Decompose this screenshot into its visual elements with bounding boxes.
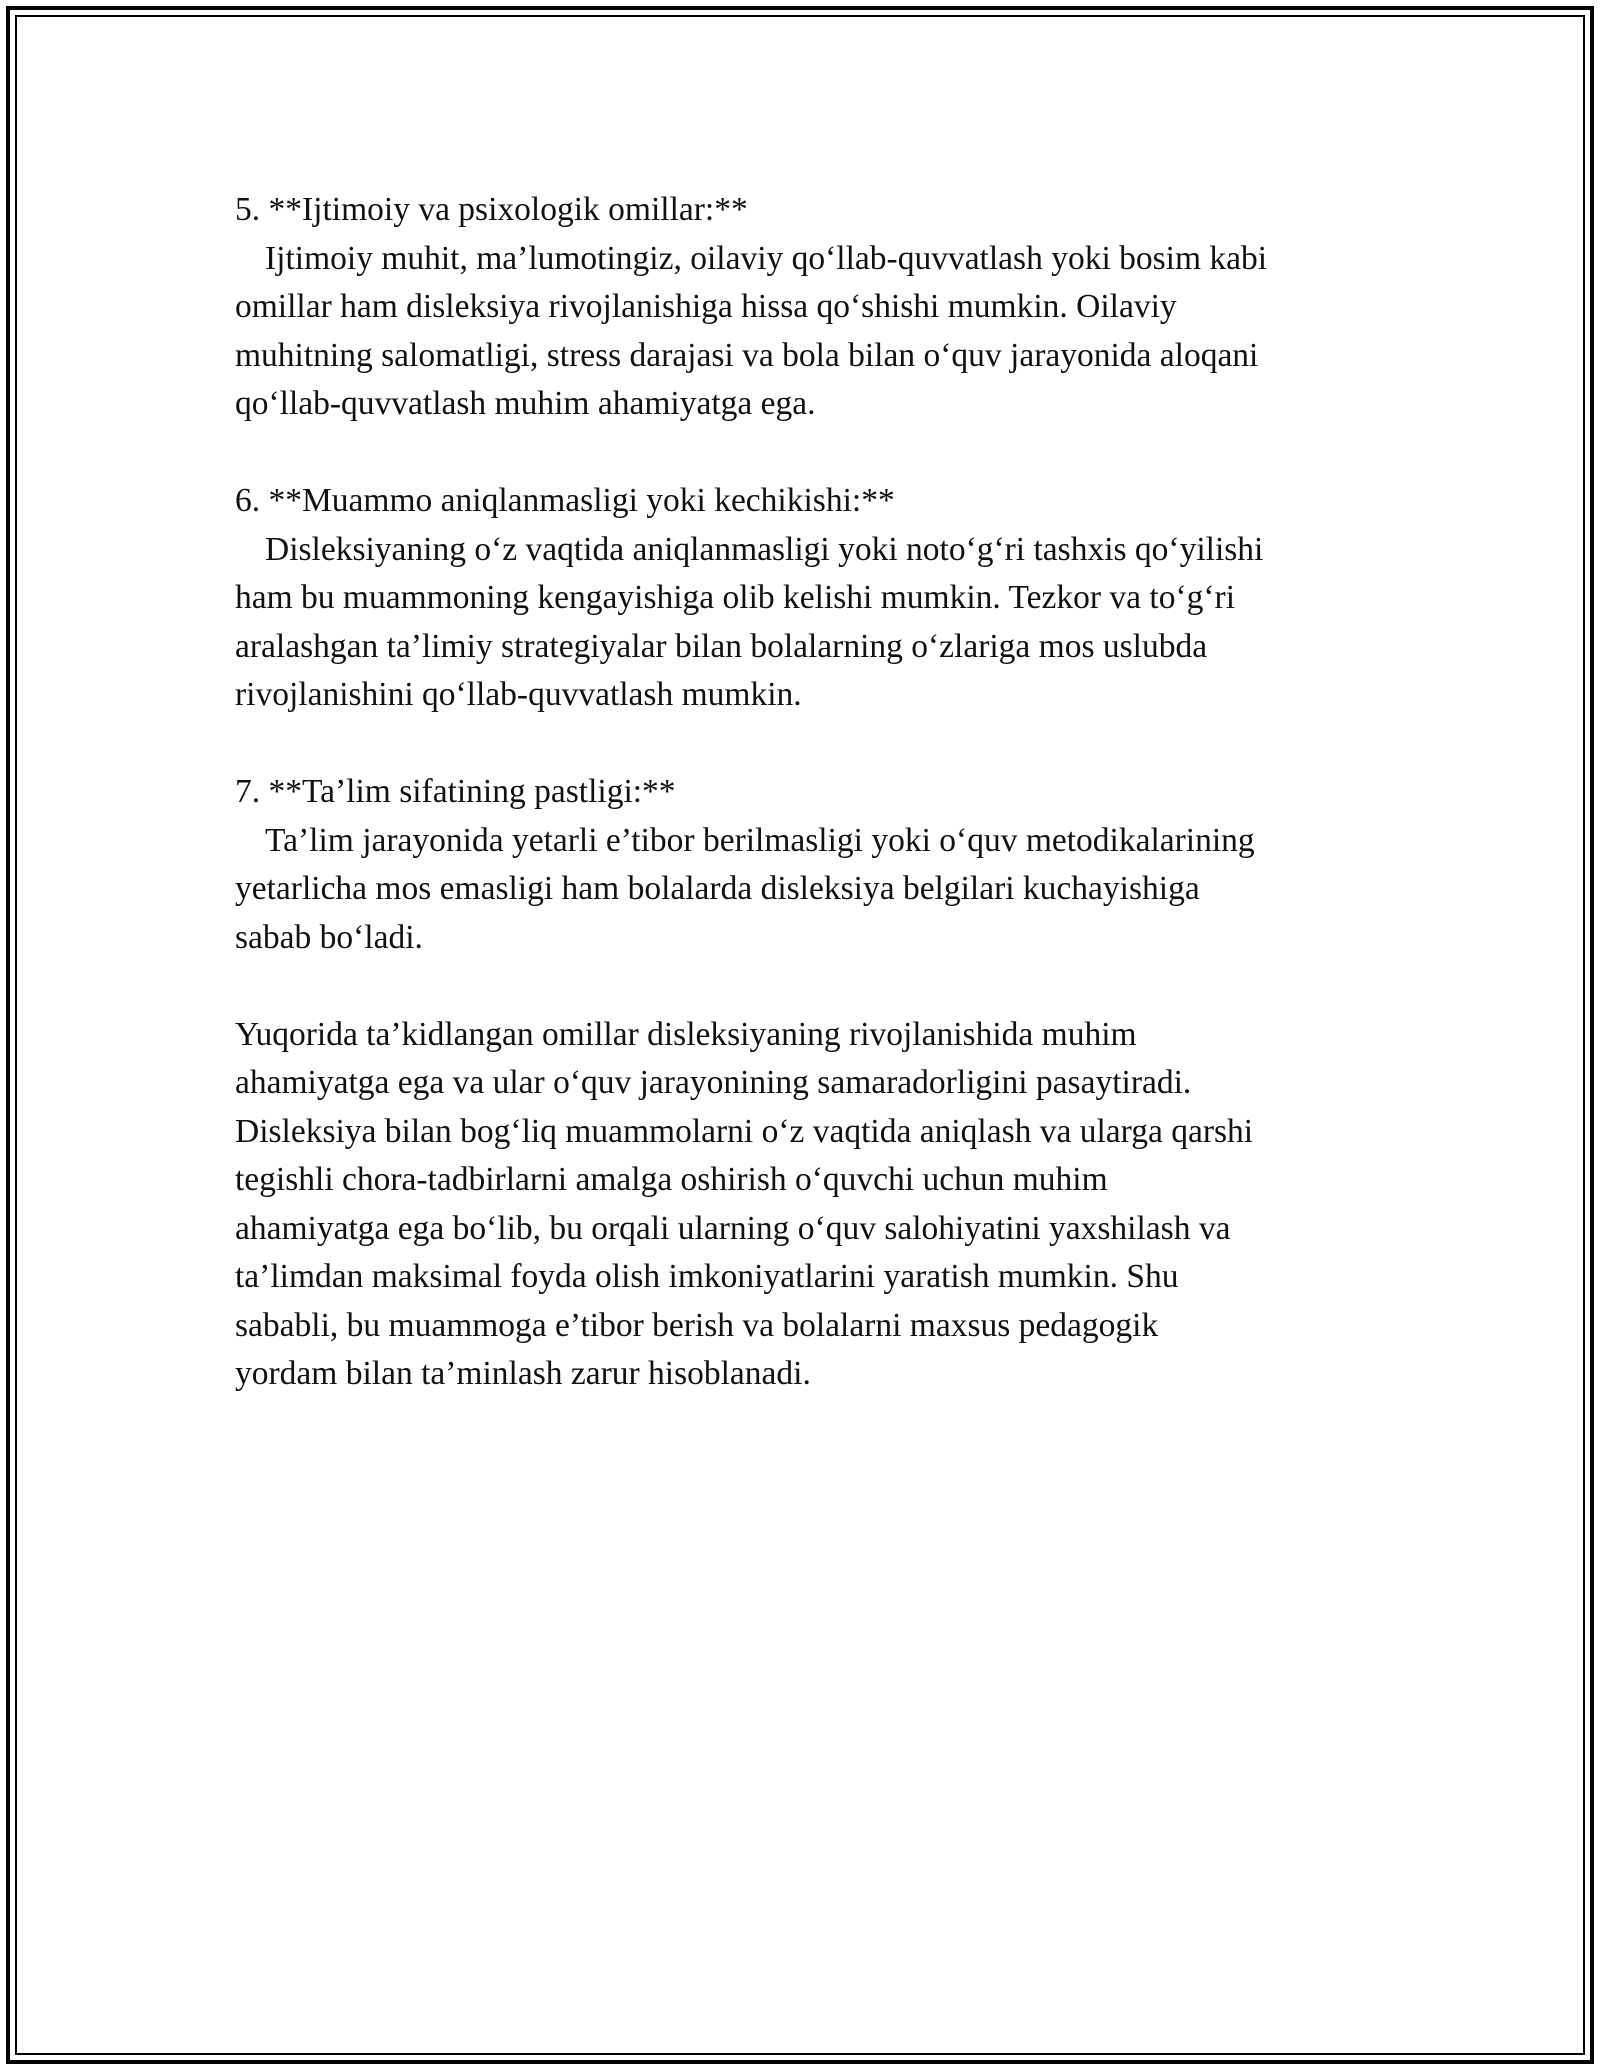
paragraph-line: tegishli chora-tadbirlarni amalga oshirish o‘quvchi uchun muhim xyxy=(235,1161,1108,1198)
section-heading: 7. **Ta’lim sifatining pastligi:** xyxy=(235,773,676,810)
paragraph-line: Ta’lim jarayonida yetarli e’tibor berilmasligi yoki o‘quv metodikalarining xyxy=(265,821,1255,859)
paragraph-line: ta’limdan maksimal foyda olish imkoniyatlarini yaratish mumkin. Shu xyxy=(235,1258,1179,1295)
section-heading: 5. **Ijtimoiy va psixologik omillar:** xyxy=(235,191,748,228)
paragraph-line: ahamiyatga ega bo‘lib, bu orqali ularning o‘quv salohiyatini yaxshilash va xyxy=(235,1209,1231,1247)
paragraph-line: Disleksiya bilan bog‘liq muammolarni o‘z vaqtida aniqlash va ularga qarshi xyxy=(235,1112,1254,1150)
paragraph-line: sababli, bu muammoga e’tibor berish va bolalarni maxsus pedagogik xyxy=(235,1306,1159,1344)
paragraph-line: ham bu muammoning kengayishiga olib kelishi mumkin. Tezkor va to‘g‘ri xyxy=(235,579,1236,616)
section-7 xyxy=(235,768,1385,962)
paragraph-line: rivojlanishini qo‘llab-quvvatlash mumkin. xyxy=(235,676,802,713)
paragraph-line: sabab bo‘ladi. xyxy=(235,918,423,956)
section-6 xyxy=(235,477,1385,720)
paragraph-line: ahamiyatga ega va ular o‘quv jarayonining samaradorligini pasaytiradi. xyxy=(235,1064,1192,1101)
conclusion-paragraph xyxy=(235,1011,1385,1399)
section-5 xyxy=(235,186,1385,429)
document-body xyxy=(235,186,1385,1447)
paragraph-line: muhitning salomatligi, stress darajasi va bola bilan o‘quv jarayonida aloqani xyxy=(235,336,1259,374)
paragraph-line: yordam bilan ta’minlash zarur hisoblanadi. xyxy=(235,1355,811,1392)
paragraph-line: omillar ham disleksiya rivojlanishiga hissa qo‘shishi mumkin. Oilaviy xyxy=(235,288,1177,325)
paragraph-line: qo‘llab-quvvatlash muhim ahamiyatga ega. xyxy=(235,385,816,422)
paragraph-line: Yuqorida ta’kidlangan omillar disleksiyaning rivojlanishida muhim xyxy=(235,1015,1137,1053)
section-heading: 6. **Muammo aniqlanmasligi yoki kechikishi:** xyxy=(235,482,895,519)
paragraph-line: yetarlicha mos emasligi ham bolalarda disleksiya belgilari kuchayishiga xyxy=(235,870,1200,907)
paragraph-line: Disleksiyaning o‘z vaqtida aniqlanmasligi yoki noto‘g‘ri tashxis qo‘yilishi xyxy=(265,530,1264,568)
paragraph-line: aralashgan ta’limiy strategiyalar bilan bolalarning o‘zlariga mos uslubda xyxy=(235,627,1208,665)
paragraph-line: Ijtimoiy muhit, ma’lumotingiz, oilaviy qo‘llab-quvvatlash yoki bosim kabi xyxy=(265,239,1268,277)
